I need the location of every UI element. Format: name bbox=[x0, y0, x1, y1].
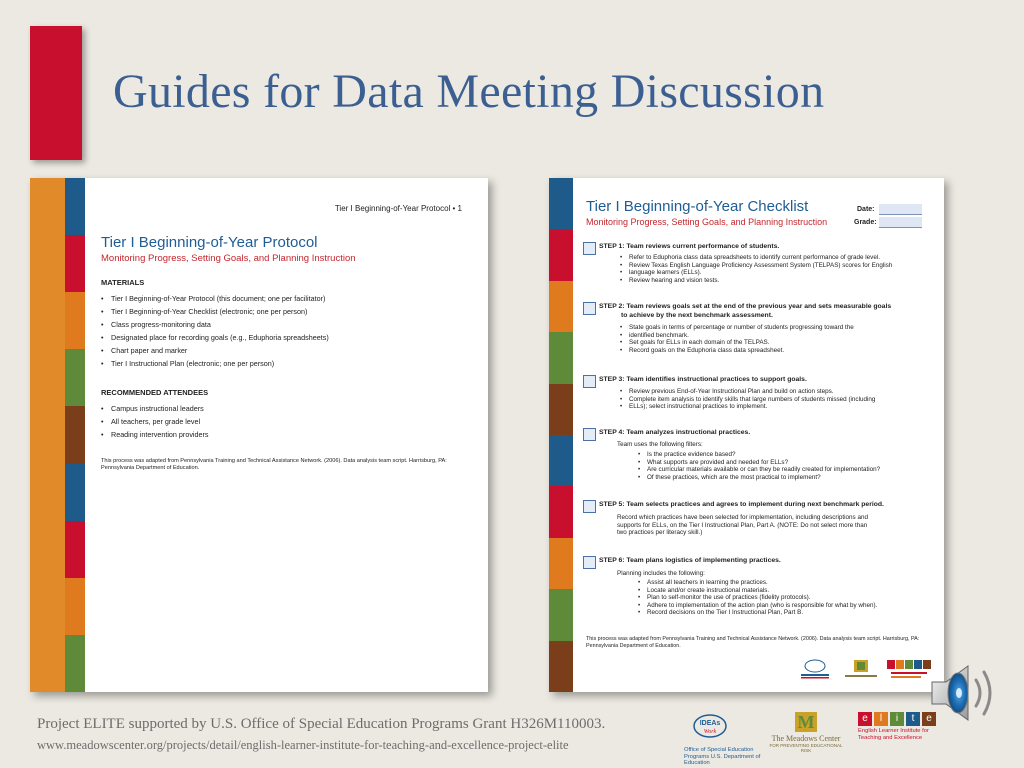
protocol-title: Tier I Beginning-of-Year Protocol bbox=[101, 234, 318, 251]
elite-letter: i bbox=[890, 712, 904, 726]
svg-text:Work: Work bbox=[703, 729, 717, 735]
step-4-intro: Team uses the following filters: bbox=[617, 441, 703, 448]
footer-grant-text: Project ELITE supported by U.S. Office of Special Education Programs Grant H326M110003. bbox=[37, 716, 606, 732]
list-item: • ELLs); select instructional practices to implement. bbox=[617, 403, 875, 411]
list-item: • Tier I Instructional Plan (electronic; one per person) bbox=[101, 357, 329, 370]
list-item: • Refer to Eduphoria class data spreadsheets to identify current performance of grade level. bbox=[617, 254, 892, 262]
meadows-caption: FOR PREVENTING EDUCATIONAL RISK bbox=[769, 743, 843, 753]
text-line: two practices per literacy skill.) bbox=[617, 529, 703, 537]
list-item: • Assist all teachers in learning the practices. bbox=[635, 579, 877, 587]
checklist-footnote bbox=[586, 636, 919, 650]
step-heading-cont: to achieve by the next benchmark assessment. bbox=[621, 312, 773, 319]
elite-logo bbox=[858, 712, 938, 752]
elite-caption: English Learner Institute for Teaching and Excellence bbox=[858, 728, 929, 741]
step-heading: STEP 4: Team analyzes instructional practices. bbox=[599, 429, 751, 436]
step-6-intro: Planning includes the following: bbox=[617, 570, 705, 577]
step-2-list bbox=[617, 324, 854, 354]
idea-emblem-icon bbox=[684, 712, 762, 742]
step-checkbox[interactable] bbox=[583, 302, 596, 315]
step-heading: STEP 1: Team reviews current performance of students. bbox=[599, 243, 780, 250]
meadows-center-logo bbox=[768, 712, 844, 756]
binder-spine bbox=[30, 178, 65, 692]
idea-logo-small bbox=[795, 658, 835, 680]
list-item: • Chart paper and marker bbox=[101, 344, 329, 357]
list-item: • What supports are provided and needed for ELLs? bbox=[635, 459, 880, 467]
step-checkbox[interactable] bbox=[583, 242, 596, 255]
list-item: • Is the practice evidence based? bbox=[635, 451, 880, 459]
list-item: • Review Texas English Language Proficiency Assessment System (TELPAS) scores for English bbox=[617, 262, 892, 270]
text-line: Record which practices have been selected for implementation, including descriptions and bbox=[617, 514, 868, 521]
list-item: • Are curricular materials available or can they be readily created for implementation? bbox=[635, 466, 880, 474]
list-item: • Locate and/or create instructional materials. bbox=[635, 587, 877, 595]
footnote-line: This process was adapted from Pennsylvania Training and Technical Assistance Network. (2006). Data analysis team script. Harrisburg, PA: bbox=[586, 636, 920, 642]
list-item: • Campus instructional leaders bbox=[101, 402, 209, 415]
list-item: • Plan to self-monitor the use of practices (fidelity protocols). bbox=[635, 594, 877, 602]
step-heading: STEP 3: Team identifies instructional practices to support goals. bbox=[599, 376, 807, 383]
checklist-document bbox=[549, 178, 944, 692]
materials-list bbox=[101, 292, 329, 370]
footnote-line: Pennsylvania Department of Education. bbox=[101, 465, 200, 471]
speaker-icon[interactable] bbox=[928, 662, 1000, 724]
svg-text:IDEAs: IDEAs bbox=[699, 720, 721, 727]
slide-title: Guides for Data Meeting Discussion bbox=[113, 65, 825, 118]
grade-label: Grade: bbox=[854, 219, 877, 226]
checklist-subtitle: Monitoring Progress, Setting Goals, and Planning Instruction bbox=[586, 217, 828, 227]
title-accent-bar bbox=[30, 26, 82, 160]
list-item: • Reading intervention providers bbox=[101, 428, 209, 441]
list-item: • Adhere to implementation of the action plan (who is responsible for what by when). bbox=[635, 602, 877, 610]
step-6-list bbox=[635, 579, 877, 617]
date-label: Date: bbox=[857, 206, 875, 213]
grade-field[interactable] bbox=[879, 217, 922, 228]
list-item: • Set goals for ELLs in each domain of the TELPAS. bbox=[617, 339, 854, 347]
checklist-page bbox=[573, 178, 944, 692]
step-5-text bbox=[617, 514, 868, 537]
step-heading: STEP 5: Team selects practices and agrees to implement during next benchmark period. bbox=[599, 501, 884, 508]
elite-letter: e bbox=[858, 712, 872, 726]
page-header: Tier I Beginning-of-Year Protocol • 1 bbox=[334, 204, 462, 213]
footnote-line: This process was adapted from Pennsylvania Training and Technical Assistance Network. (2006). Data analysis team script. Harrisburg, PA: bbox=[101, 458, 447, 464]
checklist-title: Tier I Beginning-of-Year Checklist bbox=[586, 198, 809, 215]
elite-letter: e bbox=[922, 712, 936, 726]
color-stripes bbox=[549, 178, 573, 692]
list-item: • Record decisions on the Tier I Instructional Plan, Part B. bbox=[635, 609, 877, 617]
step-checkbox[interactable] bbox=[583, 428, 596, 441]
elite-letters bbox=[858, 712, 938, 726]
list-item bbox=[617, 269, 892, 277]
step-checkbox[interactable] bbox=[583, 556, 596, 569]
step-3-list bbox=[617, 388, 875, 411]
list-item: • Review hearing and vision tests. bbox=[617, 277, 892, 285]
step-1-list bbox=[617, 254, 892, 284]
protocol-footnote bbox=[101, 458, 451, 472]
text-line: supports for ELLs, on the Tier I Instructional Plan, Part A. (NOTE: Do not select more than bbox=[617, 521, 868, 529]
checklist-logos bbox=[795, 658, 931, 680]
step-heading: STEP 6: Team plans logistics of implementing practices. bbox=[599, 557, 781, 564]
list-item: • Complete item analysis to identify skills that large numbers of students missed (including bbox=[617, 396, 875, 404]
list-item: • Tier I Beginning-of-Year Checklist (electronic; one per person) bbox=[101, 305, 329, 318]
protocol-page bbox=[85, 178, 488, 692]
attendees-heading: RECOMMENDED ATTENDEES bbox=[101, 388, 209, 397]
materials-heading: MATERIALS bbox=[101, 278, 145, 287]
meadows-logo-small bbox=[841, 658, 881, 680]
step-checkbox[interactable] bbox=[583, 500, 596, 513]
list-item: • Review previous End-of-Year Instructional Plan and build on action steps. bbox=[617, 388, 875, 396]
color-stripes bbox=[65, 178, 85, 692]
step-checkbox[interactable] bbox=[583, 375, 596, 388]
idea-logo bbox=[684, 712, 762, 767]
protocol-document bbox=[30, 178, 488, 692]
elite-letter: t bbox=[906, 712, 920, 726]
footnote-line: Pennsylvania Department of Education. bbox=[586, 642, 681, 649]
step-heading: STEP 2: Team reviews goals set at the end of the previous year and sets measurable goals bbox=[599, 303, 892, 310]
list-item: • State goals in terms of percentage or number of students progressing toward the bbox=[617, 324, 854, 332]
elite-letter: l bbox=[874, 712, 888, 726]
list-item: • All teachers, per grade level bbox=[101, 415, 209, 428]
idea-caption: Office of Special Education Programs U.S. Department of Education bbox=[684, 747, 761, 767]
list-item: • Designated place for recording goals (e.g., Eduphoria spreadsheets) bbox=[101, 331, 329, 344]
step-4-list bbox=[635, 451, 880, 481]
list-item: • Of these practices, which are the most practical to implement? bbox=[635, 474, 880, 482]
elite-logo-small bbox=[887, 658, 931, 680]
meadows-letter: M bbox=[795, 712, 817, 732]
list-item: • Tier I Beginning-of-Year Protocol (this document; one per facilitator) bbox=[101, 292, 329, 305]
attendees-list bbox=[101, 402, 209, 441]
protocol-subtitle: Monitoring Progress, Setting Goals, and Planning Instruction bbox=[101, 253, 356, 264]
footer-url[interactable]: www.meadowscenter.org/projects/detail/english-learner-institute-for-teaching-and-excellence-project-elite bbox=[37, 738, 569, 752]
list-item: • identified benchmark. bbox=[617, 332, 854, 340]
list-item: • Class progress-monitoring data bbox=[101, 318, 329, 331]
list-item: • Record goals on the Eduphoria class data spreadsheet. bbox=[617, 347, 854, 355]
continuation-line: language learners (ELLs). bbox=[629, 269, 702, 277]
meadows-name: The Meadows Center bbox=[771, 734, 841, 743]
date-field[interactable] bbox=[879, 204, 922, 215]
